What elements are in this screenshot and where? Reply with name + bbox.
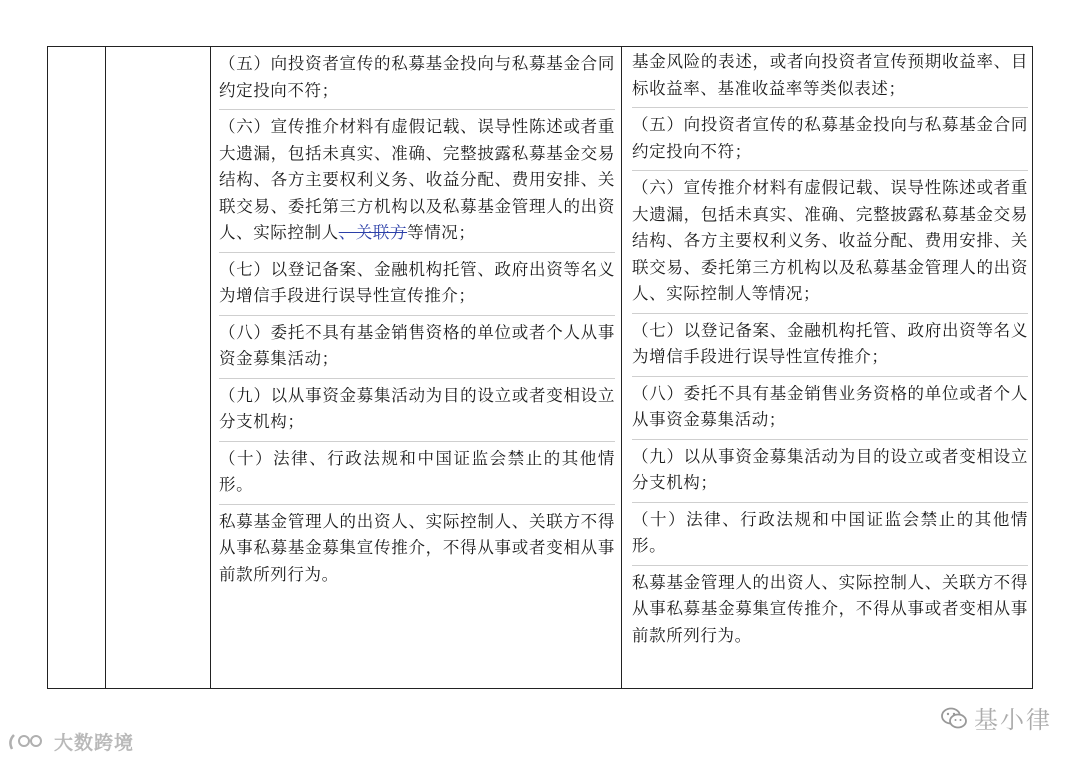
left-item-5: （五）向投资者宣传的私募基金投向与私募基金合同约定投向不符；	[219, 51, 615, 110]
right-text-column	[623, 47, 1034, 688]
right-item-9: （九）以从事资金募集活动为目的设立或者变相设立分支机构；	[632, 444, 1028, 503]
left-item-6	[219, 114, 615, 253]
column-divider-1	[105, 47, 106, 688]
right-item-8: （八）委托不具有基金销售业务资格的单位或者个人从事资金募集活动；	[632, 381, 1028, 440]
comparison-table	[47, 46, 1033, 689]
deleted-text-related-party: 、关联方	[338, 223, 408, 242]
left-item-6-text: （六）宣传推介材料有虚假记载、误导性陈述或者重大遗漏，包括未真实、准确、完整披露私募基金交易结构、各方主要权利义务、收益分配、费用安排、关联交易、委托第三方机构以及私募基金管理人的出资人、实际控制人	[219, 117, 615, 242]
left-text-column	[212, 47, 621, 688]
left-item-8: （八）委托不具有基金销售资格的单位或者个人从事资金募集活动；	[219, 320, 615, 379]
left-closing-paragraph: 私募基金管理人的出资人、实际控制人、关联方不得从事私募基金募集宣传推介，不得从事或者变相从事前款所列行为。	[219, 511, 615, 584]
right-item-5: （五）向投资者宣传的私募基金投向与私募基金合同约定投向不符；	[632, 112, 1028, 171]
right-item-7: （七）以登记备案、金融机构托管、政府出资等名义为增信手段进行误导性宣传推介；	[632, 318, 1028, 377]
right-item-6: （六）宣传推介材料有虚假记载、误导性陈述或者重大遗漏，包括未真实、准确、完整披露私募基金交易结构、各方主要权利义务、收益分配、费用安排、关联交易、委托第三方机构以及私募基金管理人的出资人、实际控制人等情况；	[632, 175, 1028, 314]
left-item-10: （十）法律、行政法规和中国证监会禁止的其他情形。	[219, 446, 615, 505]
watermark-bottom-right	[940, 700, 1052, 735]
column-divider-2	[210, 47, 211, 688]
watermark-text-left: 大数跨境	[54, 732, 135, 754]
left-item-6-tail: 等情况；	[407, 223, 476, 242]
watermark-bottom-left	[6, 728, 134, 755]
left-item-9: （九）以从事资金募集活动为目的设立或者变相设立分支机构；	[219, 383, 615, 442]
right-item-10: （十）法律、行政法规和中国证监会禁止的其他情形。	[632, 507, 1028, 566]
right-item-4-tail: 基金风险的表述，或者向投资者宣传预期收益率、目标收益率、基准收益率等类似表述；	[632, 49, 1028, 108]
right-closing-paragraph: 私募基金管理人的出资人、实际控制人、关联方不得从事私募基金募集宣传推介，不得从事或者变相从事前款所列行为。	[632, 572, 1028, 645]
left-item-7: （七）以登记备案、金融机构托管、政府出资等名义为增信手段进行误导性宣传推介；	[219, 257, 615, 316]
watermark-text-right: 基小律	[974, 706, 1052, 734]
column-divider-3	[621, 47, 622, 688]
wechat-icon	[940, 706, 968, 730]
watermark-logo-icon	[6, 731, 50, 753]
